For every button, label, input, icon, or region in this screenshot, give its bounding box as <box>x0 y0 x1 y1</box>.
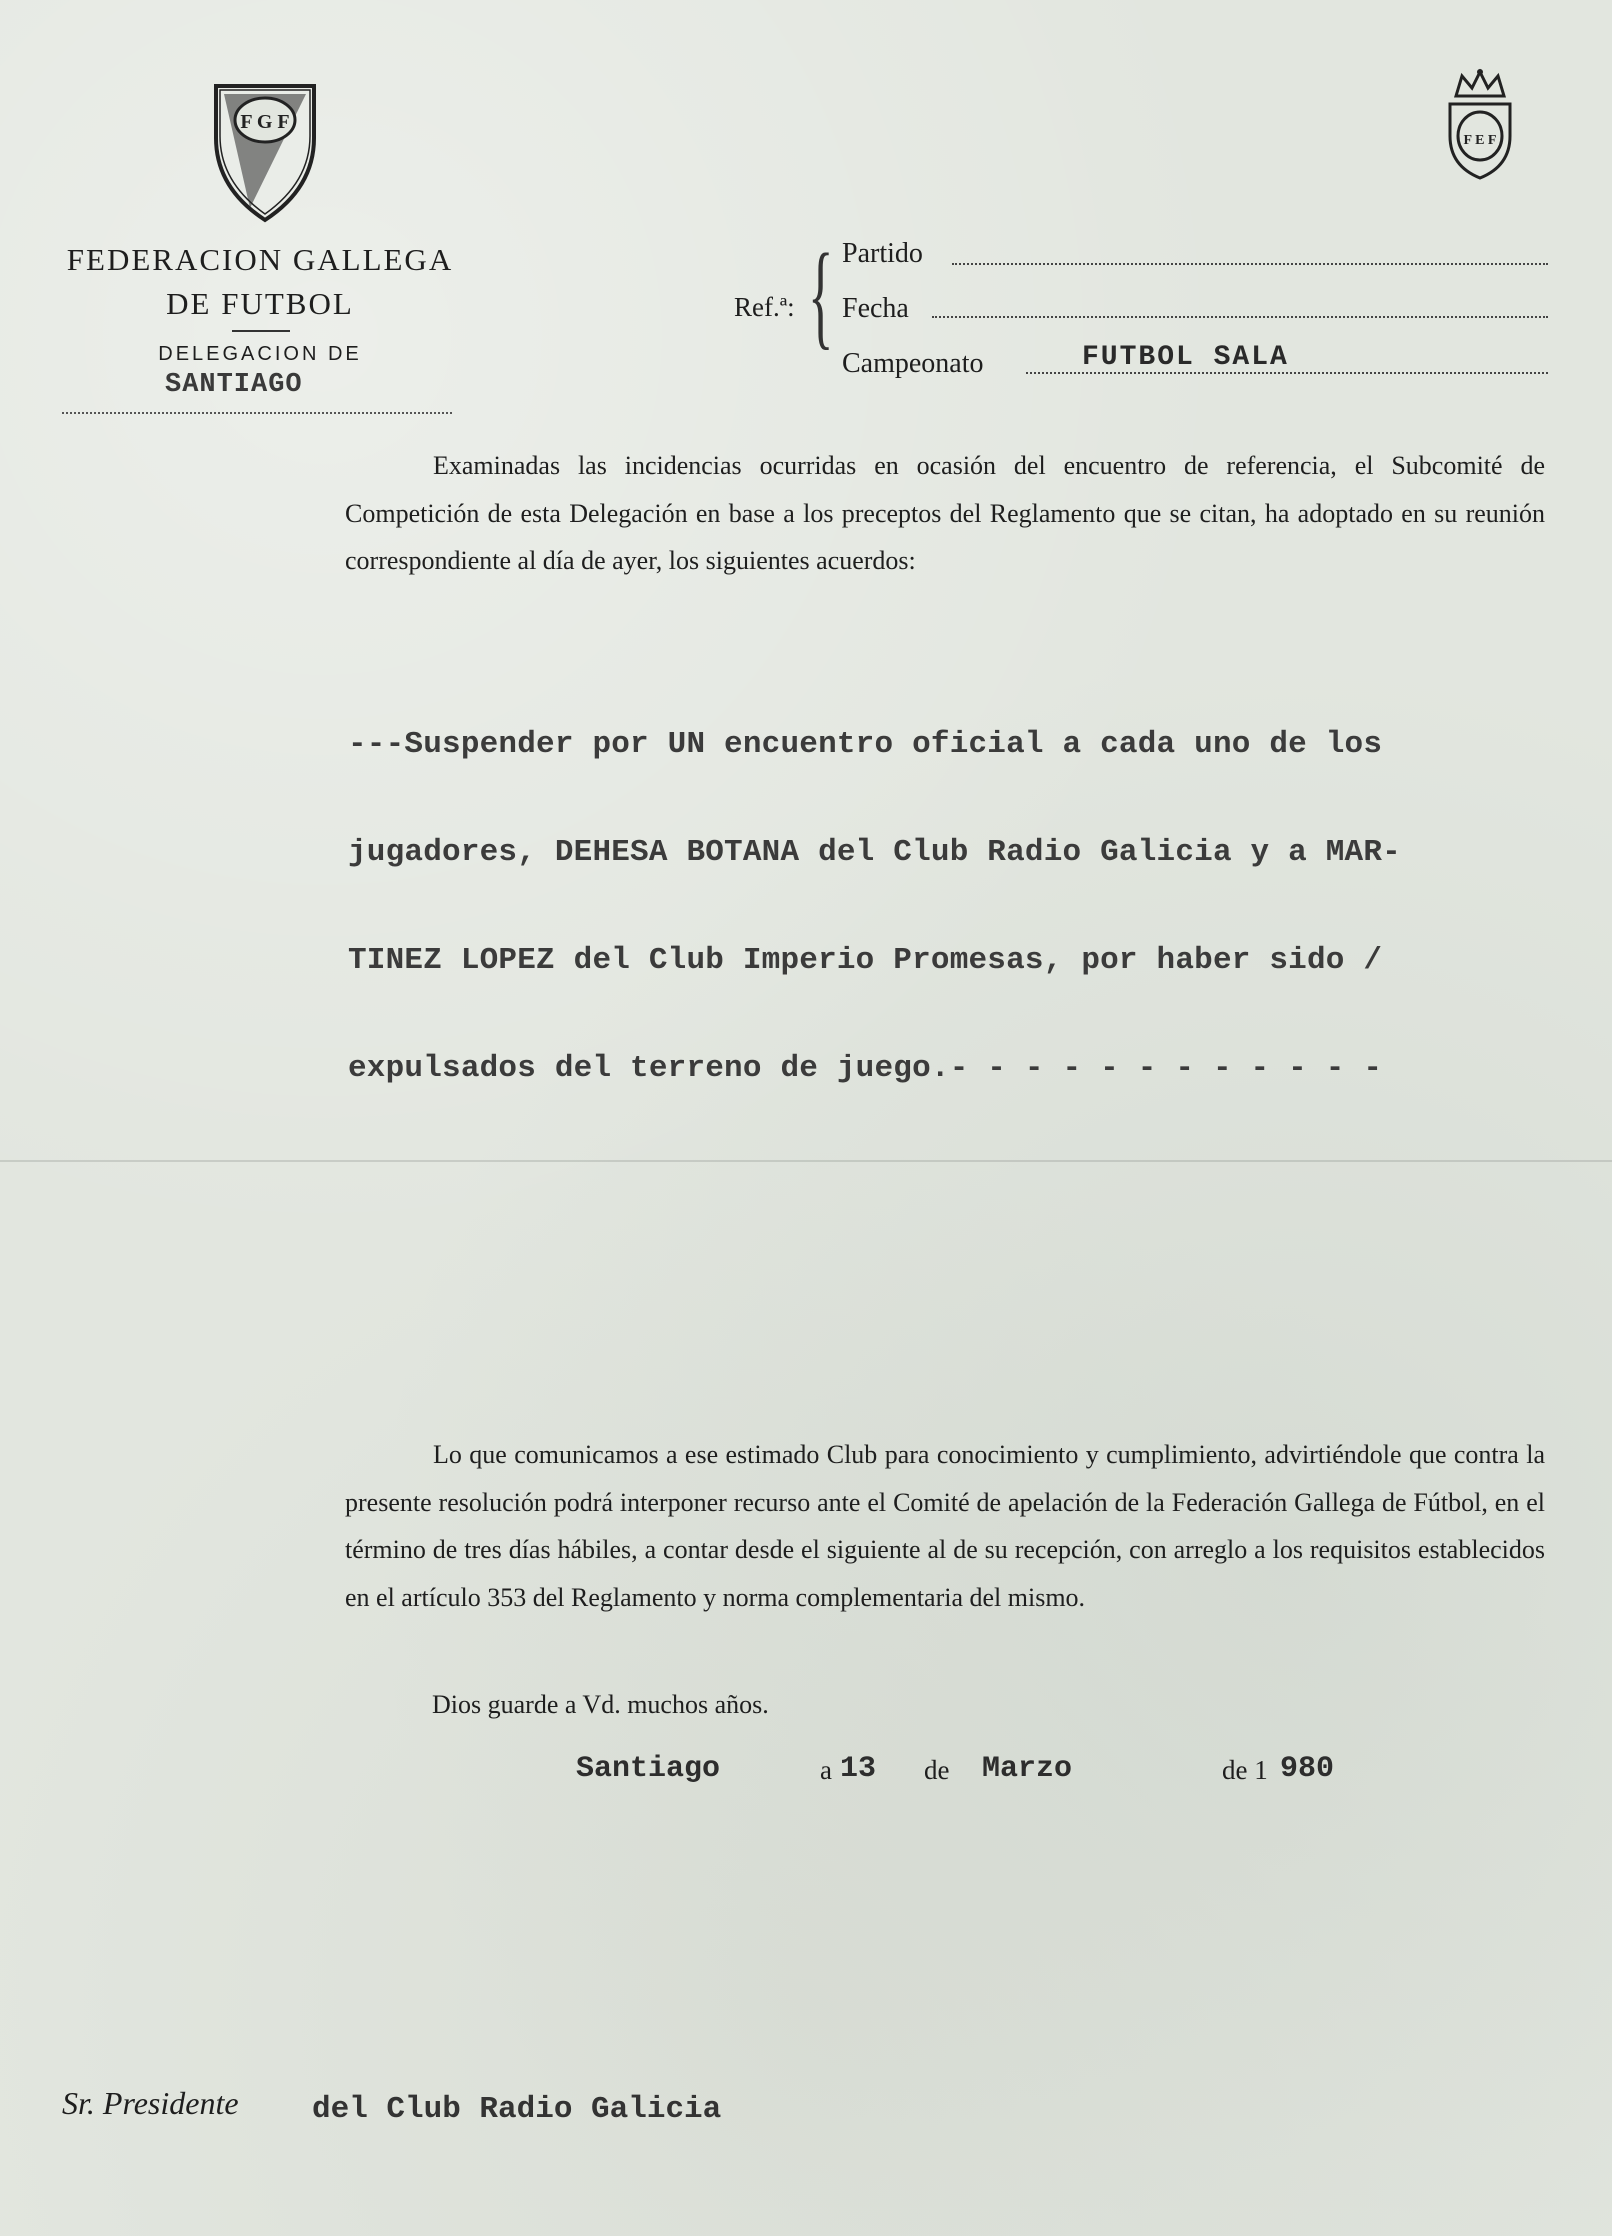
greeting: Dios guarde a Vd. muchos años. <box>432 1690 769 1719</box>
federation-title <box>40 238 480 326</box>
delegation-dotted-line <box>62 412 452 414</box>
typed-line-4: expulsados del terreno de juego.- - - - - - - - - - - - <box>348 1051 1383 1086</box>
date-year-prefix: de 1 <box>1222 1755 1268 1785</box>
svg-text:F E F: F E F <box>1463 133 1497 148</box>
delegation-label: DELEGACION DE <box>158 343 362 365</box>
delegation-value: SANTIAGO <box>165 370 303 400</box>
typed-resolution <box>348 655 1488 1159</box>
ref-partido-label: Partido <box>842 238 923 269</box>
federation-title-line1: FEDERACION GALLEGA <box>66 242 454 277</box>
ref-campeonato-value: FUTBOL SALA <box>1082 342 1289 373</box>
crown-emblem-logo <box>1440 66 1520 182</box>
ref-partido-dotted-line <box>952 263 1548 265</box>
ref-fecha-label: Fecha <box>842 293 909 324</box>
ref-label: Ref.ª: <box>734 292 795 322</box>
federation-title-line2: DE FUTBOL <box>166 286 354 321</box>
date-city: Santiago <box>576 1752 721 1786</box>
typed-line-3: TINEZ LOPEZ del Club Imperio Promesas, por haber sido / <box>348 943 1383 978</box>
svg-text:F G F: F G F <box>240 111 290 133</box>
closing-paragraph: Lo que comunicamos a ese estimado Club para conocimiento y cumplimiento, advirtiéndole que contra la presente resolución podrá interponer recurso ante el Comité de apelación de la Federación Gallega de Fútbol, en el término de tres días hábiles, a contar desde el siguiente al de su recepción, con arreglo a los requisitos establecidos en el artículo 353 del Reglamento y norma complementaria del mismo. <box>345 1440 1545 1612</box>
paper-fold <box>0 1160 1612 1162</box>
intro-paragraph: Examinadas las incidencias ocurridas en ocasión del encuentro de referencia, el Subcomité de Competición de esta Delegación en base a los preceptos del Reglamento que se citan, ha adoptado en su reunión correspondiente al día de ayer, los siguientes acuerdos: <box>345 451 1545 575</box>
salutation: Sr. Presidente <box>62 2085 239 2121</box>
date-a-label: a <box>820 1755 832 1785</box>
ref-brace: { <box>808 229 834 360</box>
title-rule <box>232 330 290 332</box>
ref-fecha-dotted-line <box>932 316 1548 318</box>
typed-line-1: ---Suspender por UN encuentro oficial a cada uno de los <box>348 727 1383 762</box>
date-year-suffix: 980 <box>1280 1752 1335 1786</box>
federation-shield-logo <box>210 78 320 224</box>
date-month: Marzo <box>982 1752 1073 1786</box>
date-day: 13 <box>840 1752 877 1786</box>
recipient: del Club Radio Galicia <box>312 2092 722 2127</box>
typed-line-2: jugadores, DEHESA BOTANA del Club Radio Galicia y a MAR- <box>348 835 1401 870</box>
ref-campeonato-label: Campeonato <box>842 348 984 379</box>
date-de-label: de <box>924 1755 950 1785</box>
